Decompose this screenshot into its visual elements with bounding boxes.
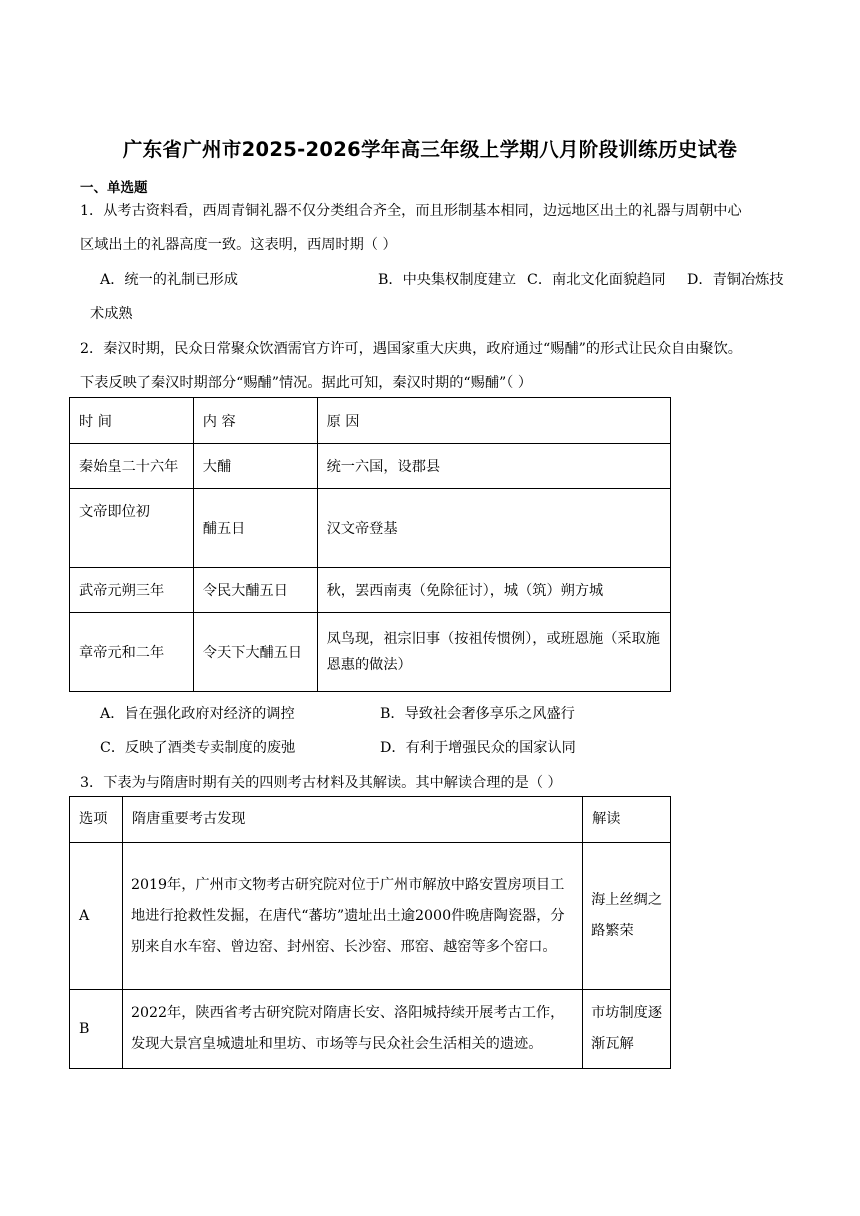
- table-cell: 市坊制度逐渐瓦解: [583, 990, 671, 1069]
- table-row: [70, 843, 671, 990]
- q3-table: [69, 796, 671, 1069]
- table-row: [70, 489, 671, 568]
- table-cell: 武帝元朔三年: [70, 568, 194, 613]
- table-row: [70, 990, 671, 1069]
- table-header-cell: 选项: [70, 797, 123, 843]
- q2-option-d: D．有利于增强民众的国家认同: [380, 740, 576, 756]
- table-cell: B: [70, 990, 123, 1069]
- q2-option-b: B．导致社会奢侈享乐之风盛行: [380, 706, 575, 722]
- table-cell: 统一六国，设郡县: [317, 444, 670, 489]
- q1-option-a: A．统一的礼制已形成: [100, 272, 238, 288]
- table-cell: A: [70, 843, 123, 990]
- table-header-row: [70, 398, 671, 444]
- q1-stem-line2: 区域出土的礼器高度一致。这表明，西周时期（ ）: [80, 237, 397, 253]
- q2-table: [69, 397, 671, 692]
- q2-stem-line1: 2．秦汉时期，民众日常聚众饮酒需官方许可，遇国家重大庆典，政府通过“赐酺”的形式让民众自由聚饮。: [80, 341, 742, 357]
- table-cell: 海上丝绸之路繁荣: [583, 843, 671, 990]
- table-cell: 文帝即位初: [70, 489, 194, 568]
- table-cell: 2019年，广州市文物考古研究院对位于广州市解放中路安置房项目工地进行抢救性发掘，在唐代“蕃坊”遗址出土逾2000件晚唐陶瓷器，分别来自水车窑、曾边窑、封州窑、长沙窑、邢窑、越窑等多个窑口。: [122, 843, 582, 990]
- table-header-cell: 内 容: [193, 398, 317, 444]
- q2-option-a: A．旨在强化政府对经济的调控: [100, 706, 295, 722]
- q1-stem-line1: 1．从考古资料看，西周青铜礼器不仅分类组合齐全，而且形制基本相同，边远地区出土的礼器与周朝中心: [80, 203, 742, 219]
- table-cell: 酺五日: [193, 489, 317, 568]
- table-row: [70, 444, 671, 489]
- q3-stem: 3．下表为与隋唐时期有关的四则考古材料及其解读。其中解读合理的是（ ）: [80, 775, 562, 791]
- table-cell: 章帝元和二年: [70, 613, 194, 692]
- q1-option-c: C．南北文化面貌趋同: [527, 272, 666, 288]
- section-heading: 一、单选题: [80, 180, 148, 196]
- q1-option-d-continued: 术成熟: [90, 306, 133, 322]
- table-cell: 凤鸟现，祖宗旧事（按祖传惯例），或班恩施（采取施恩惠的做法）: [317, 613, 670, 692]
- q2-option-c: C．反映了酒类专卖制度的废弛: [100, 740, 296, 756]
- table-row: [70, 613, 671, 692]
- table-header-cell: 原 因: [317, 398, 670, 444]
- table-header-cell: 解读: [583, 797, 671, 843]
- table-header-row: [70, 797, 671, 843]
- table-row: [70, 568, 671, 613]
- table-header-cell: 时 间: [70, 398, 194, 444]
- q1-option-b: B．中央集权制度建立: [378, 272, 517, 288]
- table-cell: 汉文帝登基: [317, 489, 670, 568]
- q1-option-d: D．青铜冶炼技: [687, 272, 784, 288]
- table-cell: 令天下大酺五日: [193, 613, 317, 692]
- table-cell: 令民大酺五日: [193, 568, 317, 613]
- table-cell: 秋，罢西南夷（免除征讨），城（筑）朔方城: [317, 568, 670, 613]
- table-cell: 秦始皇二十六年: [70, 444, 194, 489]
- table-cell: 2022年，陕西省考古研究院对隋唐长安、洛阳城持续开展考古工作，发现大景宫皇城遗址和里坊、市场等与民众社会生活相关的遗迹。: [122, 990, 582, 1069]
- table-header-cell: 隋唐重要考古发现: [122, 797, 582, 843]
- table-cell: 大酺: [193, 444, 317, 489]
- q2-stem-line2: 下表反映了秦汉时期部分“赐酺”情况。据此可知，秦汉时期的“赐酺”（ ）: [80, 375, 533, 391]
- page-title: 广东省广州市2025-2026学年高三年级上学期八月阶段训练历史试卷: [122, 138, 738, 161]
